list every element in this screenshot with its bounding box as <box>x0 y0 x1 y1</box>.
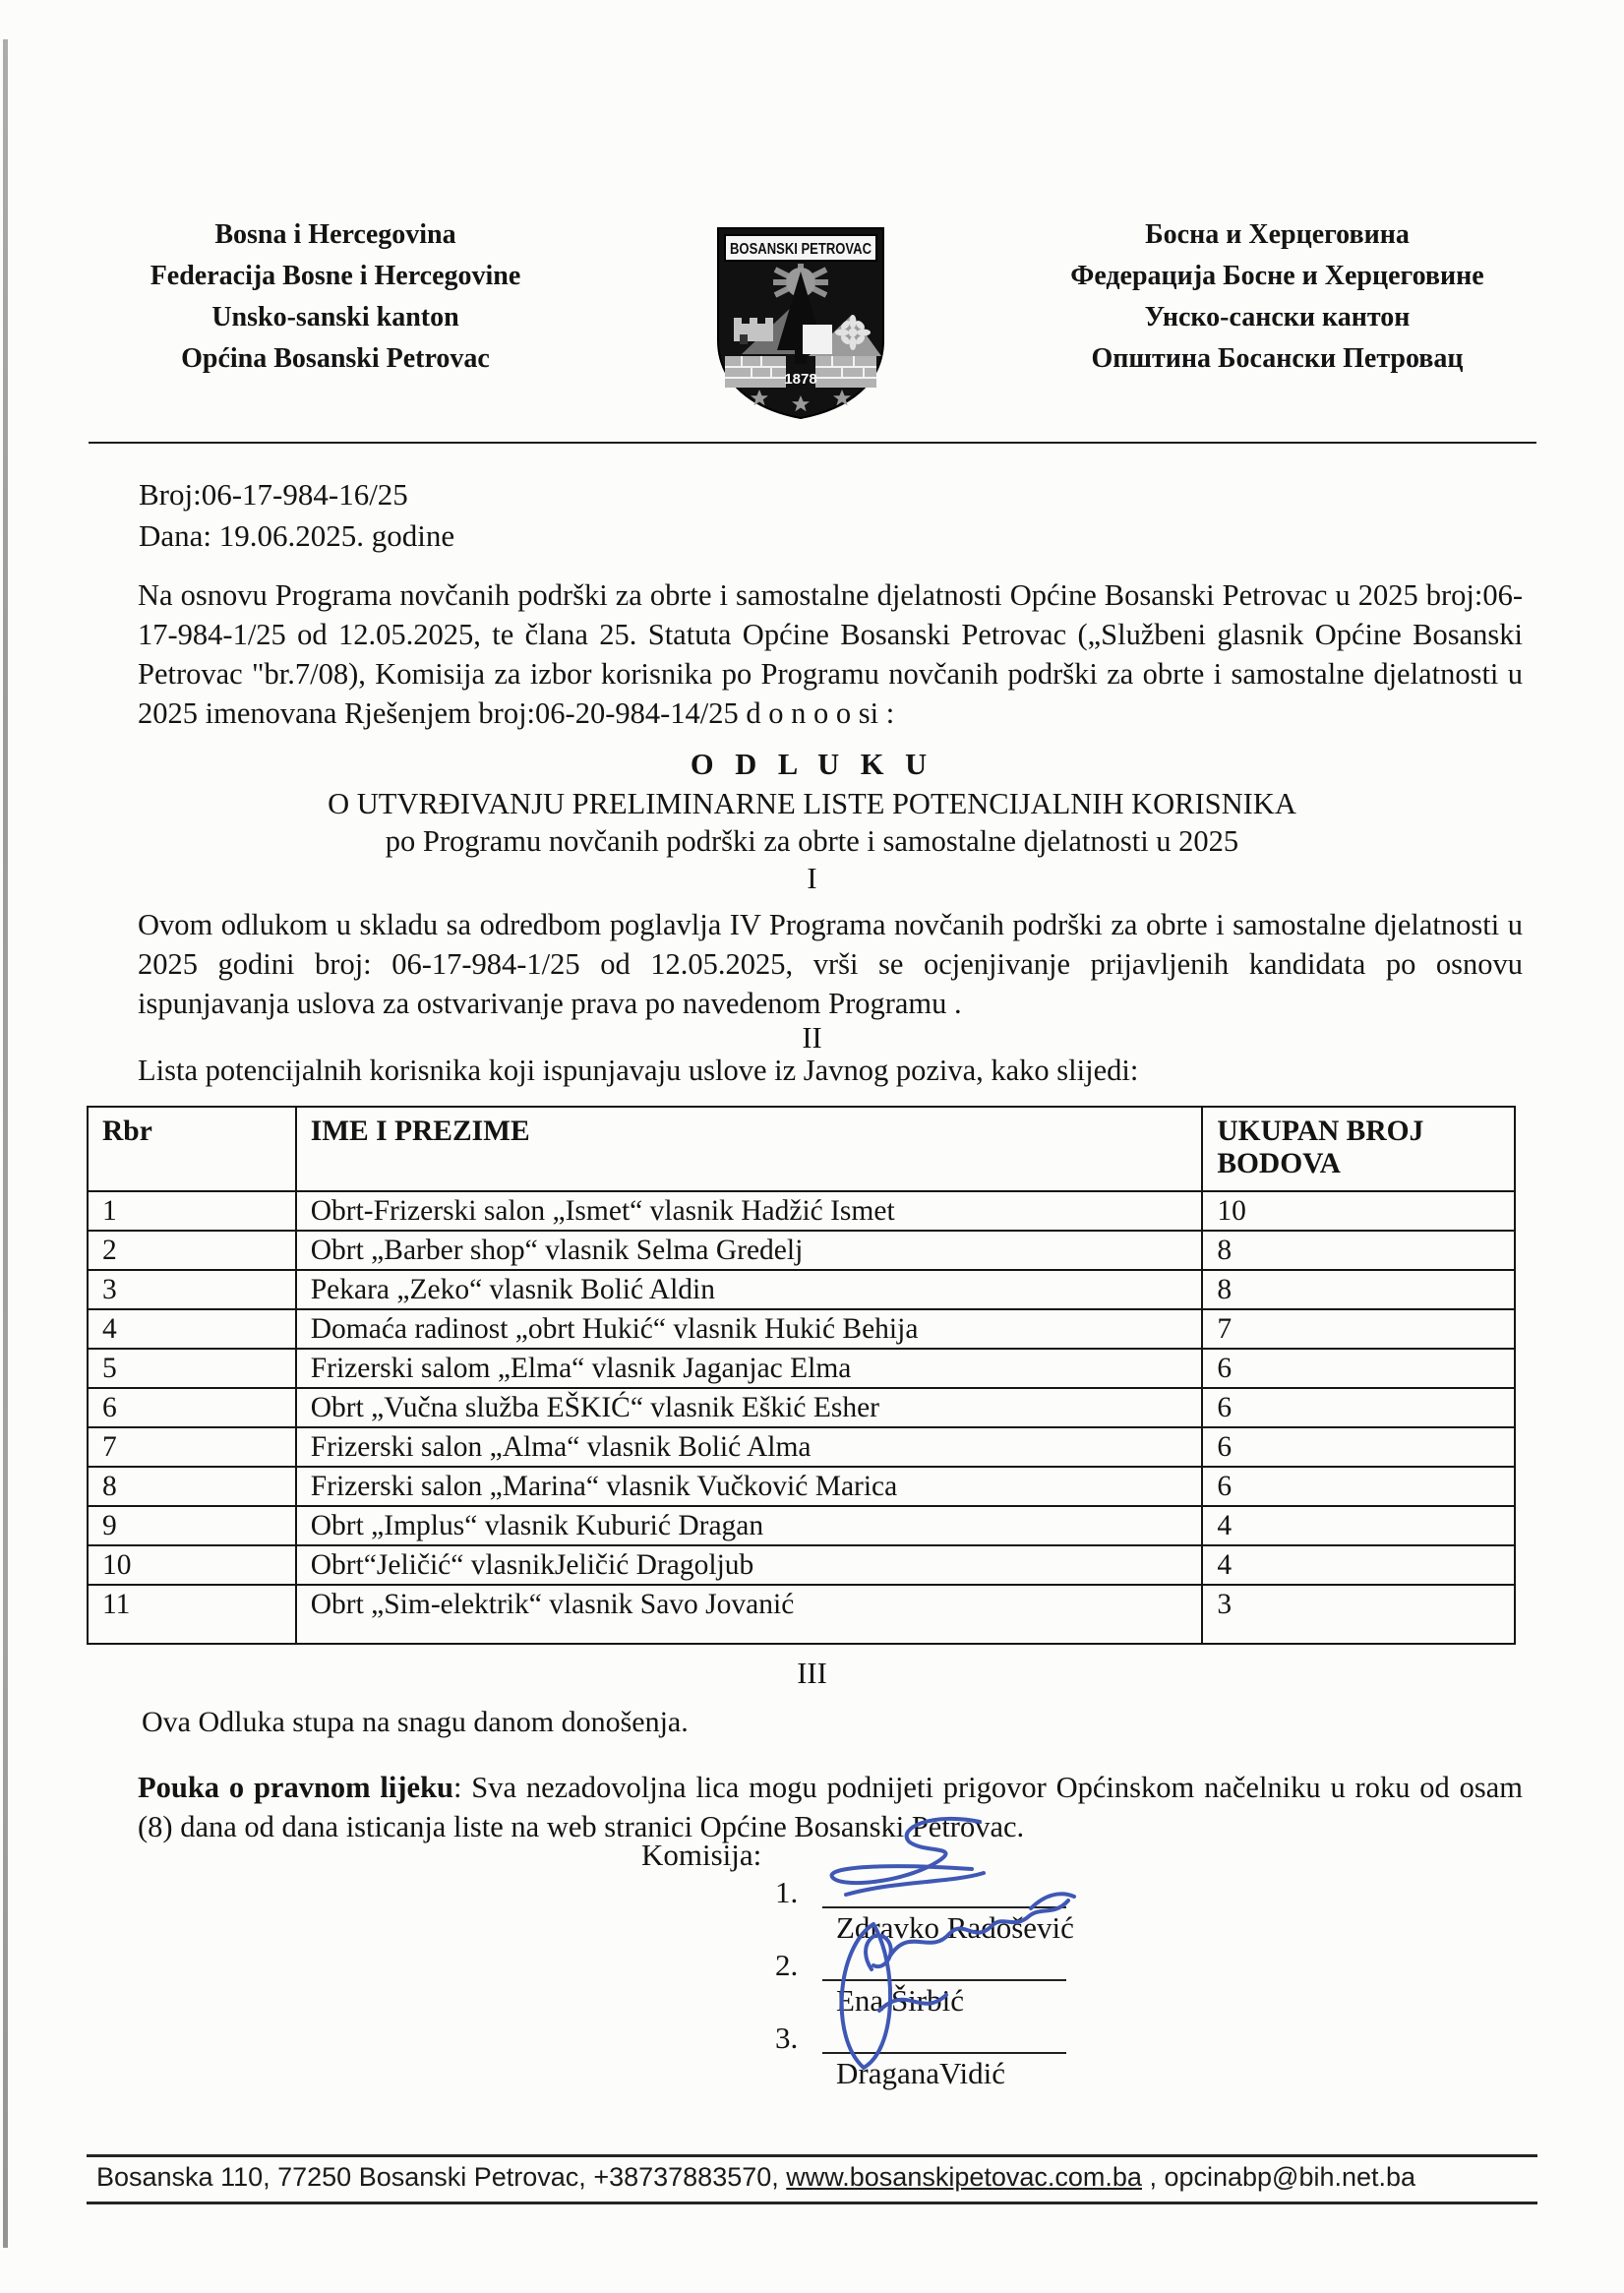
section-1-paragraph: Ovom odlukom u skladu sa odredbom poglavlja IV Programa novčanih podrški za obrte i samostalne djelatnosti u 2025 godini broj: 06-17-984-1/25 od 12.05.2025, vrši se ocjenjivanje prijavljenih kandidata po osnovu ispunjavanja uslova za ostvarivanje prava po navedenom Programu . <box>138 908 1523 1020</box>
signature-item-3 <box>775 2001 1188 2090</box>
header-name: IME I PREZIME <box>296 1107 1203 1191</box>
signature-number: 1. <box>775 1875 799 1909</box>
table-row <box>88 1270 1515 1309</box>
cell-name: Pekara „Zeko“ vlasnik Bolić Aldin <box>296 1270 1203 1309</box>
section-2-intro: Lista potencijalnih korisnika koji ispunjavaju uslove iz Javnog poziva, kako slijedi: <box>138 1054 1139 1087</box>
cell-name: Frizerski salon „Alma“ vlasnik Bolić Alma <box>296 1427 1203 1467</box>
footer-website: www.bosanskipetovac.com.ba <box>786 2162 1142 2192</box>
table-row <box>88 1309 1515 1349</box>
cell-rbr: 6 <box>88 1388 296 1427</box>
cell-points: 6 <box>1202 1388 1515 1427</box>
beneficiaries-table <box>87 1106 1516 1645</box>
table-row <box>88 1388 1515 1427</box>
signature-item-1 <box>775 1855 1188 1945</box>
document-date: Dana: 19.06.2025. godine <box>139 518 455 553</box>
cell-name: Obrt „Sim-elektrik“ vlasnik Savo Jovanić <box>296 1585 1203 1644</box>
table-row <box>88 1545 1515 1585</box>
cell-name: Frizerski salon „Marina“ vlasnik Vučković Marica <box>296 1467 1203 1506</box>
cell-rbr: 7 <box>88 1427 296 1467</box>
scan-edge-artifact <box>3 39 8 2248</box>
cell-name: Obrt-Frizerski salon „Ismet“ vlasnik Hadžić Ismet <box>296 1191 1203 1231</box>
signature-item-2 <box>775 1928 1188 2018</box>
cell-points: 4 <box>1202 1545 1515 1585</box>
cell-rbr: 1 <box>88 1191 296 1231</box>
section-3-text: Ova Odluka stupa na snagu danom donošenja. <box>142 1706 689 1738</box>
coat-title: BOSANSKI PETROVAC <box>730 241 872 258</box>
cell-rbr: 10 <box>88 1545 296 1585</box>
legal-notice <box>138 1768 1523 1846</box>
document-header <box>93 214 1531 421</box>
cell-rbr: 4 <box>88 1309 296 1349</box>
header-latin <box>93 214 577 380</box>
header-cyrillic-line: Унско-сански кантон <box>1144 302 1411 332</box>
table-row <box>88 1349 1515 1388</box>
signature-block <box>775 1855 1188 2090</box>
document-number: Broj:06-17-984-16/25 <box>139 477 408 512</box>
header-cyrillic-line: Босна и Херцеговина <box>1145 219 1410 250</box>
section-1-label: I <box>807 862 817 895</box>
table-row <box>88 1191 1515 1231</box>
section-2-label: II <box>802 1021 822 1055</box>
decision-title: O D L U K U <box>690 748 934 781</box>
cell-rbr: 5 <box>88 1349 296 1388</box>
header-latin-line: Federacija Bosne i Hercegovine <box>150 261 521 291</box>
cell-points: 3 <box>1202 1585 1515 1644</box>
section-3-label: III <box>797 1657 827 1690</box>
cell-name: Obrt“Jeličić“ vlasnikJeličić Dragoljub <box>296 1545 1203 1585</box>
signature-number: 3. <box>775 2021 799 2055</box>
signature-name: DraganaVidić <box>836 2056 1005 2090</box>
cell-rbr: 3 <box>88 1270 296 1309</box>
signature-name: Zdravko Radošević <box>836 1910 1074 1945</box>
table-row <box>88 1585 1515 1644</box>
cell-points: 10 <box>1202 1191 1515 1231</box>
header-latin-line: Bosna i Hercegovina <box>214 219 456 250</box>
table-row <box>88 1427 1515 1467</box>
cell-points: 7 <box>1202 1309 1515 1349</box>
cell-rbr: 11 <box>88 1585 296 1644</box>
cell-points: 6 <box>1202 1349 1515 1388</box>
header-latin-line: Općina Bosanski Petrovac <box>181 343 490 374</box>
cell-points: 8 <box>1202 1231 1515 1270</box>
signature-name: Ena Širbić <box>836 1983 964 2018</box>
cell-rbr: 2 <box>88 1231 296 1270</box>
footer <box>87 2154 1537 2204</box>
cell-name: Domaća radinost „obrt Hukić“ vlasnik Hukić Behija <box>296 1309 1203 1349</box>
decision-subtitle-1: O UTVRĐIVANJU PRELIMINARNE LISTE POTENCIJALNIH KORISNIKA <box>328 787 1296 820</box>
header-cyrillic-line: Федерација Босне и Херцеговине <box>1070 261 1484 291</box>
cell-name: Frizerski salom „Elma“ vlasnik Jaganjac Elma <box>296 1349 1203 1388</box>
legal-notice-text: : Sva nezadovoljna lica mogu podnijeti prigovor Općinskom načelniku u roku od osam (8) dana od dana isticanja liste na web stranici Općine Bosanski Petrovac. <box>138 1771 1524 1843</box>
table-header-row <box>88 1107 1515 1191</box>
header-divider <box>89 442 1536 444</box>
coat-year: 1878 <box>784 371 817 388</box>
header-latin-line: Unsko-sanski kanton <box>211 302 459 332</box>
cell-points: 6 <box>1202 1427 1515 1467</box>
signature-number: 2. <box>775 1948 799 1982</box>
cell-name: Obrt „Vučna služba EŠKIĆ“ vlasnik Eškić Esher <box>296 1388 1203 1427</box>
header-rbr: Rbr <box>88 1107 296 1191</box>
header-points: UKUPAN BROJ BODOVA <box>1202 1107 1515 1191</box>
commission-label: Komisija: <box>641 1838 762 1872</box>
signature-line <box>822 2052 1066 2054</box>
cell-points: 6 <box>1202 1467 1515 1506</box>
cell-name: Obrt „Implus“ vlasnik Kuburić Dragan <box>296 1506 1203 1545</box>
legal-notice-lead: Pouka o pravnom lijeku <box>138 1771 453 1804</box>
cell-points: 8 <box>1202 1270 1515 1309</box>
document-meta <box>139 474 454 557</box>
table-row <box>88 1467 1515 1506</box>
table-row <box>88 1231 1515 1270</box>
cell-points: 4 <box>1202 1506 1515 1545</box>
footer-address: Bosanska 110, 77250 Bosanski Petrovac, +38737883570, <box>96 2162 787 2192</box>
header-cyrillic <box>1024 214 1531 380</box>
cell-name: Obrt „Barber shop“ vlasnik Selma Gredelj <box>296 1231 1203 1270</box>
signature-line <box>822 1979 1066 1981</box>
cell-rbr: 8 <box>88 1467 296 1506</box>
footer-email: , opcinabp@bih.net.ba <box>1141 2162 1416 2192</box>
intro-paragraph: Na osnovu Programa novčanih podrški za obrte i samostalne djelatnosti Općine Bosanski Petrovac u 2025 broj:06-17-984-1/25 od 12.05.2025, te člana 25. Statuta Općine Bosanski Petrovac („Službeni glasnik Općine Bosanski Petrovac "br.7/08), Komisija za izbor korisnika po Programu novčanih podrški za obrte i samostalne djelatnosti u 2025 imenovana Rješenjem broj:06-20-984-14/25 d o n o o si : <box>138 578 1523 730</box>
cell-rbr: 9 <box>88 1506 296 1545</box>
decision-subtitle-2: po Programu novčanih podrški za obrte i samostalne djelatnosti u 2025 <box>385 824 1239 858</box>
coat-of-arms <box>712 224 889 421</box>
signature-line <box>822 1906 1066 1908</box>
header-cyrillic-line: Општина Босански Петровац <box>1091 343 1464 374</box>
table-row <box>88 1506 1515 1545</box>
